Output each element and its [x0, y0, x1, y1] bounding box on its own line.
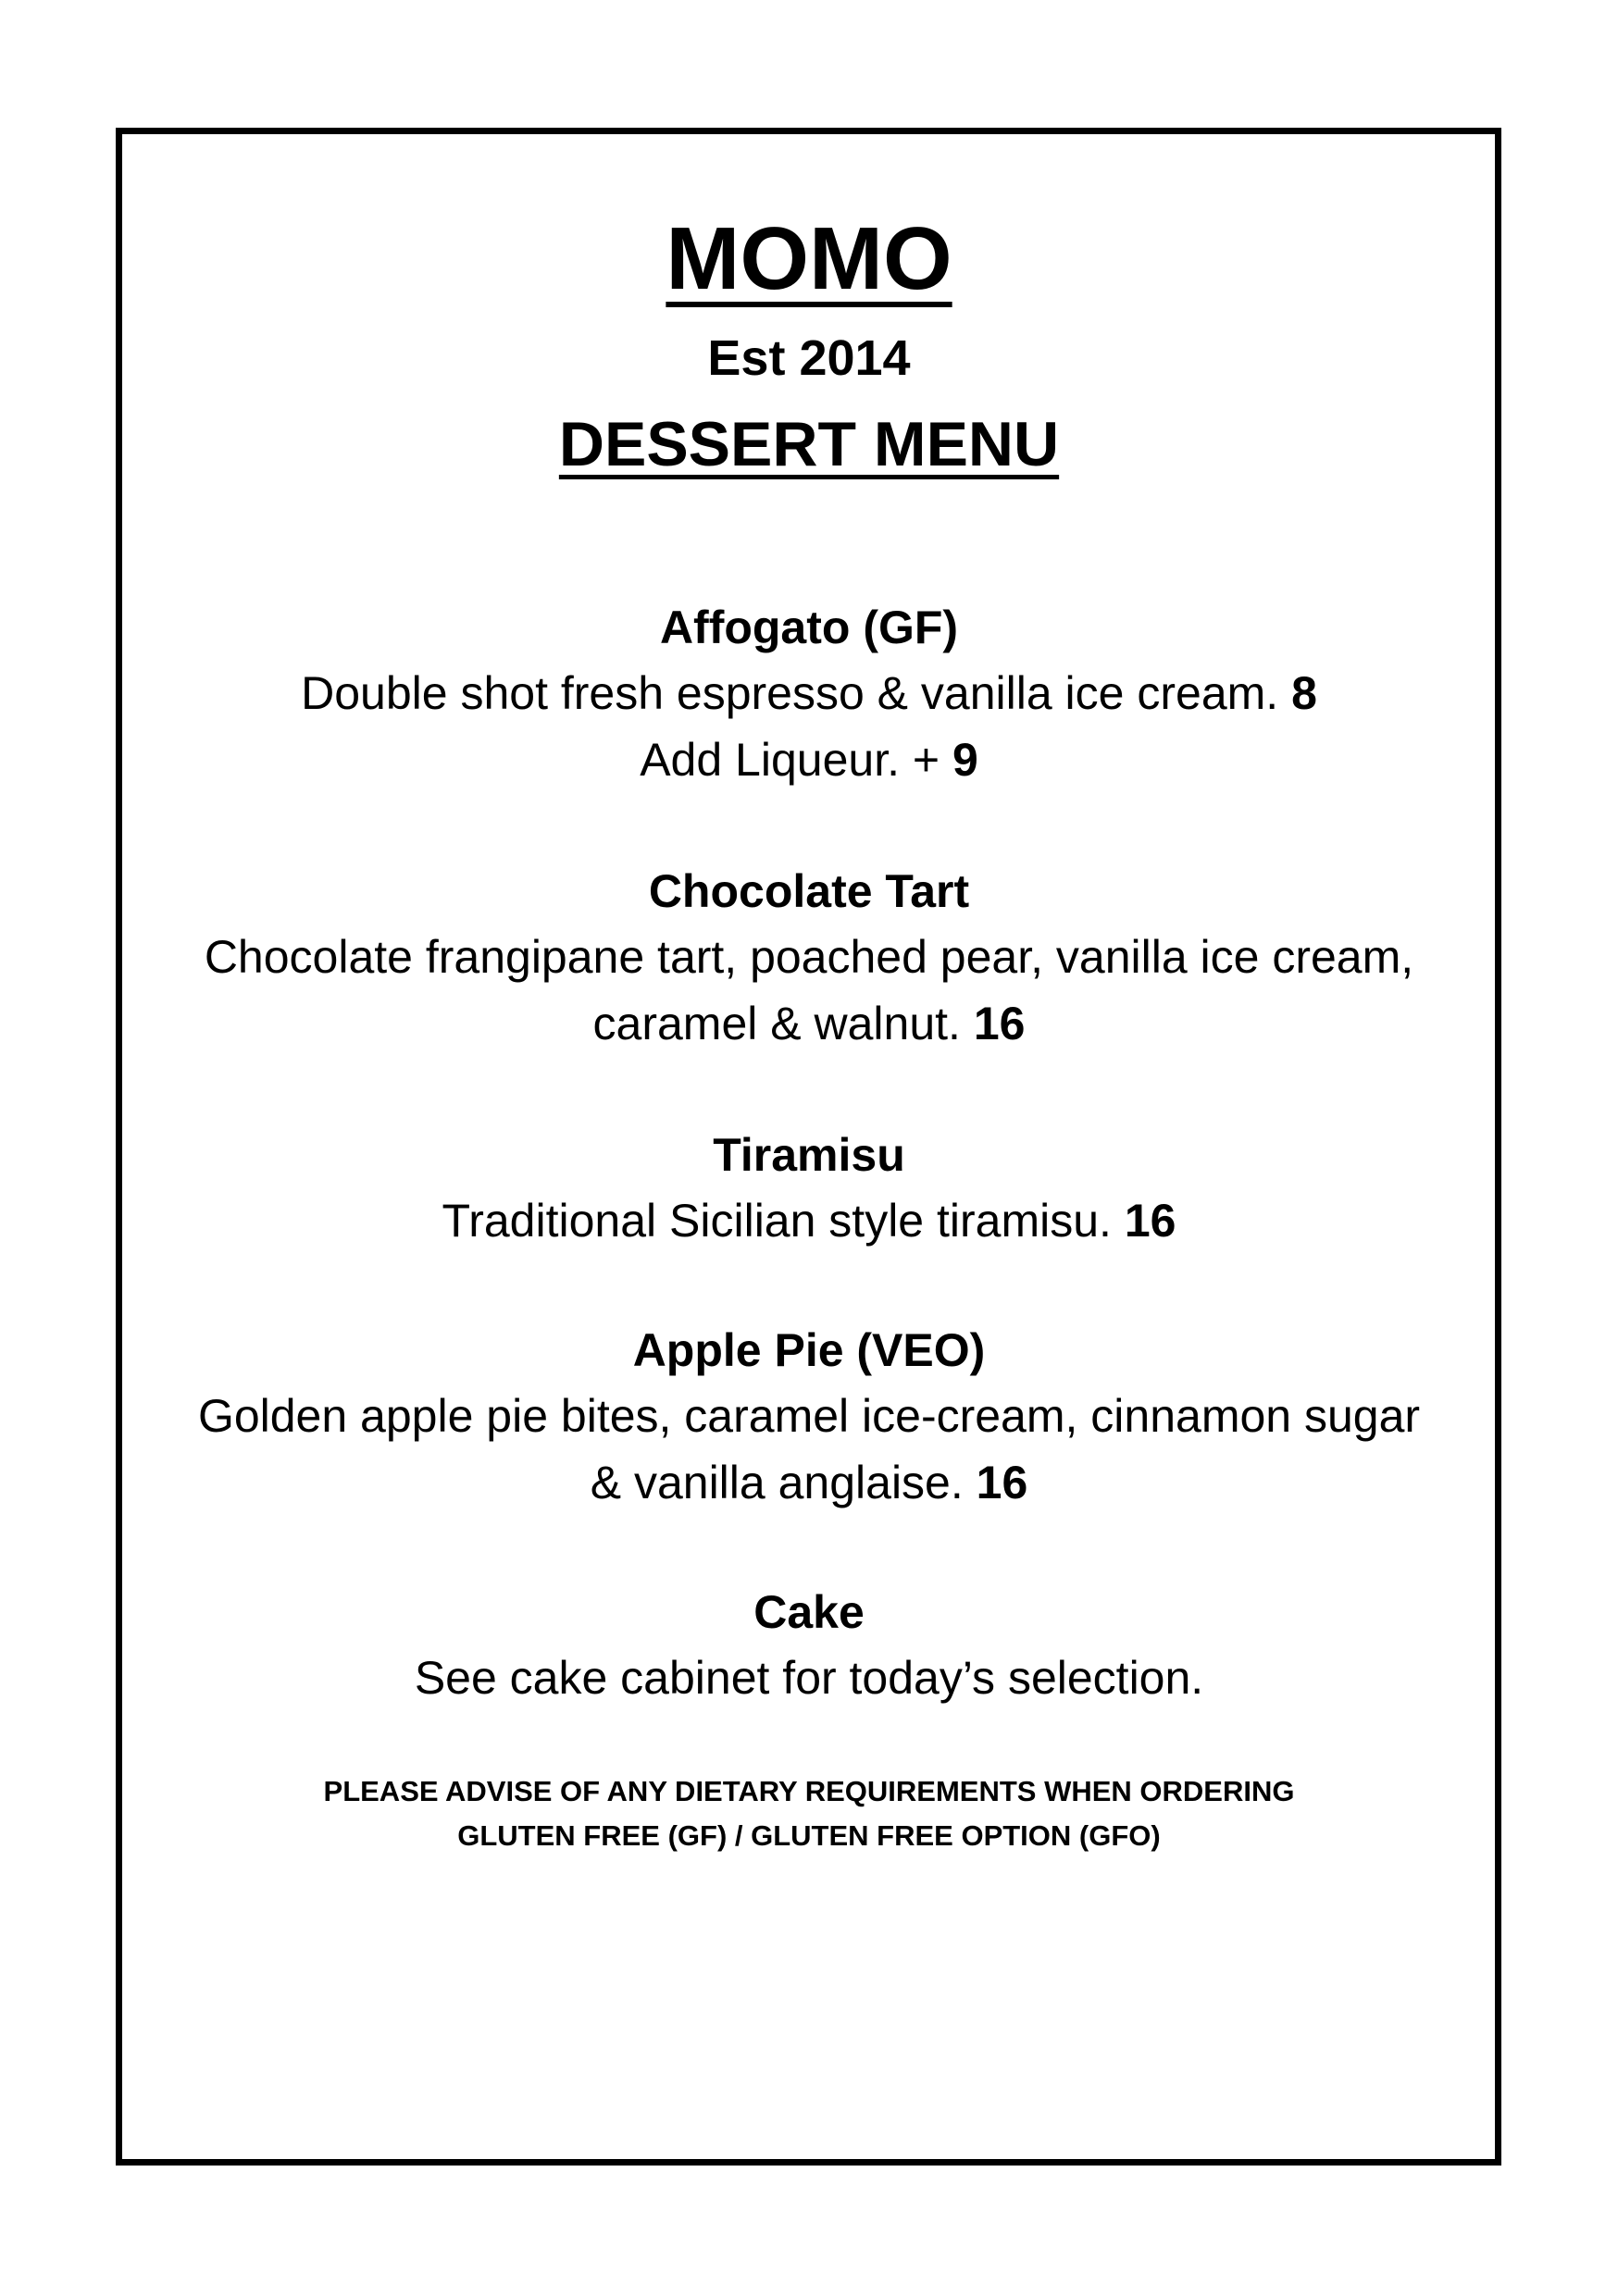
- menu-item-tiramisu: [0, 1123, 1618, 1254]
- item-description-text: & vanilla anglaise.: [590, 1457, 964, 1508]
- item-description-text: caramel & walnut.: [592, 998, 961, 1049]
- item-price: 16: [973, 998, 1026, 1049]
- item-price: 8: [1291, 667, 1317, 719]
- item-price: 16: [1124, 1195, 1176, 1247]
- item-description-text: Traditional Sicilian style tiramisu.: [442, 1195, 1112, 1247]
- item-description-text: See cake cabinet for today’s selection.: [414, 1652, 1204, 1704]
- dietary-legend-line: GLUTEN FREE (GF) / GLUTEN FREE OPTION (GFO): [457, 1819, 1161, 1852]
- restaurant-name: [0, 208, 1618, 310]
- item-addon: [0, 726, 1618, 793]
- item-description: [0, 1187, 1618, 1254]
- menu-item-affogato: [0, 595, 1618, 793]
- item-addon-text: Add Liqueur. +: [640, 734, 940, 786]
- item-description-text: Chocolate frangipane tart, poached pear, vanilla ice cream,: [204, 931, 1414, 983]
- item-description: [0, 660, 1618, 726]
- item-name: Apple Pie (VEO): [632, 1324, 986, 1376]
- item-description: [0, 1383, 1618, 1449]
- menu-title-text: DESSERT MENU: [558, 409, 1060, 479]
- dietary-notice: [0, 1769, 1618, 1858]
- item-description-text: Golden apple pie bites, caramel ice-cream, cinnamon sugar: [197, 1390, 1421, 1442]
- item-name: Cake: [753, 1586, 865, 1638]
- item-description: [0, 924, 1618, 990]
- menu-item-apple-pie: [0, 1318, 1618, 1516]
- item-addon-price: 9: [952, 734, 978, 786]
- menu-item-cake: [0, 1580, 1618, 1711]
- item-description: [0, 1449, 1618, 1516]
- established-year: Est 2014: [707, 330, 911, 386]
- dietary-notice-line: PLEASE ADVISE OF ANY DIETARY REQUIREMENTS WHEN ORDERING: [323, 1775, 1295, 1807]
- restaurant-name-text: MOMO: [666, 209, 952, 308]
- item-name: Chocolate Tart: [648, 865, 970, 917]
- item-name: Affogato (GF): [659, 602, 959, 653]
- item-name: Tiramisu: [713, 1129, 905, 1181]
- item-description: [0, 990, 1618, 1057]
- menu-item-chocolate-tart: [0, 859, 1618, 1057]
- item-description-text: Double shot fresh espresso & vanilla ice cream.: [301, 667, 1279, 719]
- menu-title: [0, 405, 1618, 483]
- item-description: [0, 1644, 1618, 1711]
- item-price: 16: [976, 1457, 1028, 1508]
